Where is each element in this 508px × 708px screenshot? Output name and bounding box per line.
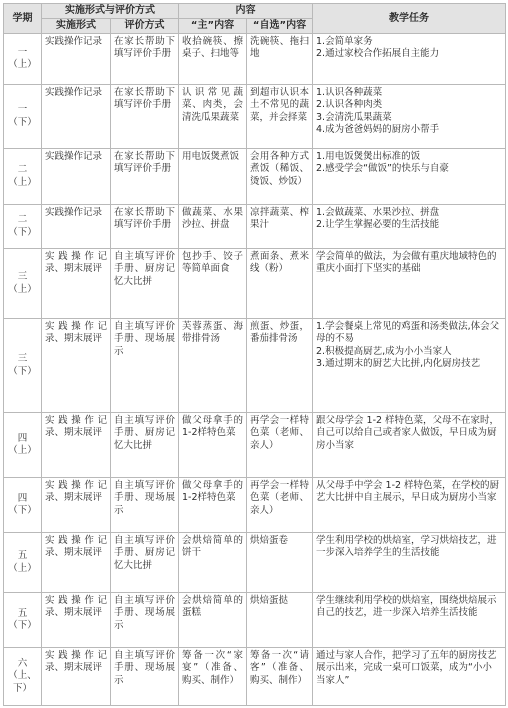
optional-content-cell: 筹备一次“请客”（准备、购买、制作）	[247, 648, 313, 706]
task-line: 1.用电饭煲煲出标准的饭	[316, 151, 421, 162]
task-line: 2.通过家校合作拓展自主能力	[316, 48, 440, 60]
term-cell	[4, 533, 42, 593]
impl-cell: 实践操作记录	[42, 34, 111, 85]
optional-content-cell: 再学会一样特色菜（老师、亲人）	[247, 413, 313, 478]
task-line: 2.让学生掌握必要的生活技能	[316, 219, 440, 231]
eval-cell: 自主填写评价手册、现场展示	[111, 648, 179, 706]
term-grade: 一	[17, 46, 28, 58]
impl-cell: 实践操作记录、期末展评	[42, 533, 111, 593]
task-cell	[313, 319, 506, 413]
eval-header: 评价方式	[111, 19, 179, 34]
term-half: （上）	[8, 562, 37, 574]
task-line: 1.认识各种蔬菜	[316, 87, 383, 98]
eval-cell: 在家长帮助下填写评价手册	[111, 34, 179, 85]
term-cell	[4, 149, 42, 205]
table-row	[4, 593, 506, 648]
task-cell	[313, 478, 506, 533]
eval-cell: 在家长帮助下填写评价手册	[111, 85, 179, 149]
eval-cell: 自主填写评价手册、厨房记忆大比拼	[111, 533, 179, 593]
eval-cell: 在家长帮助下填写评价手册	[111, 149, 179, 205]
optional-content-cell: 到超市认识本土不常见的蔬菜，并会择菜	[247, 85, 313, 149]
task-cell	[313, 413, 506, 478]
table-body	[4, 34, 506, 706]
term-grade: 五	[17, 550, 28, 562]
impl-cell: 实践操作记录、期末展评	[42, 593, 111, 648]
task-line: 4.成为爸爸妈妈的厨房小帮手	[316, 124, 440, 136]
optional-content-cell: 烘焙蛋挞	[247, 593, 313, 648]
table-row	[4, 413, 506, 478]
eval-cell: 自主填写评价手册、现场展示	[111, 593, 179, 648]
term-grade: 二	[17, 164, 28, 176]
main-content-cell: 芙蓉蒸蛋、海带排骨汤	[179, 319, 247, 413]
task-line: 学会简单的做法，为会做有重庆地域特色的重庆小面打下坚实的基础	[316, 251, 497, 275]
task-line: 1.会做蔬菜、水果沙拉、拼盘	[316, 207, 440, 218]
impl-cell: 实践操作记录	[42, 85, 111, 149]
table-row	[4, 149, 506, 205]
term-grade: 一	[17, 104, 28, 116]
main-content-cell: 做父母拿手的1-2样特色菜	[179, 413, 247, 478]
task-line: 2.认识各种肉类	[316, 99, 383, 111]
main-content-cell: 做父母拿手的1-2样特色菜	[179, 478, 247, 533]
header-row-top	[4, 4, 506, 19]
term-grade: 二	[17, 214, 28, 226]
table-header	[4, 4, 506, 34]
impl-cell: 实践操作记录	[42, 205, 111, 249]
task-line: 通过与家人合作，把学习了五年的厨房技艺展示出来，完成一桌可口饭菜，成为“小小当家人”	[316, 650, 497, 686]
term-half: （上）	[8, 176, 37, 188]
main-content-cell: 收拾碗筷、擦桌子、扫地等	[179, 34, 247, 85]
term-grade: 四	[17, 492, 28, 504]
optional-content-cell: 煮面条、煮米线（粉）	[247, 249, 313, 319]
term-cell	[4, 593, 42, 648]
eval-cell: 自主填写评价手册、厨房记忆大比拼	[111, 249, 179, 319]
term-cell	[4, 648, 42, 706]
task-line: 3.会清洗瓜果蔬菜	[316, 111, 392, 123]
term-grade: 三	[17, 271, 28, 283]
term-half: （下）	[8, 116, 37, 128]
task-cell	[313, 205, 506, 249]
table-row	[4, 319, 506, 413]
task-line: 学生利用学校的烘焙室，学习烘焙技艺，进一步深入培养学生的生活技能	[316, 535, 497, 559]
term-grade: 三	[17, 353, 28, 365]
term-cell	[4, 478, 42, 533]
eval-cell: 在家长帮助下填写评价手册	[111, 205, 179, 249]
optional-content-cell: 烘焙蛋卷	[247, 533, 313, 593]
term-grade: 五	[17, 607, 28, 619]
optional-content-cell: 凉拌蔬菜、榨果汁	[247, 205, 313, 249]
term-half: （下）	[8, 226, 37, 238]
impl-cell: 实践操作记录、期末展评	[42, 478, 111, 533]
optional-content-header: “自选”内容	[247, 19, 313, 34]
table-row	[4, 249, 506, 319]
table-row	[4, 478, 506, 533]
impl-cell: 实践操作记录、期末展评	[42, 413, 111, 478]
task-line: 跟父母学会 1-2 样特色菜，父母不在家时，自己可以给自己或者家人做饭，早日成为厨房小当家	[316, 415, 500, 451]
impl-cell: 实践操作记录、期末展评	[42, 648, 111, 706]
term-grade: 四	[17, 432, 28, 444]
table-row	[4, 533, 506, 593]
main-content-cell: 筹备一次“家宴”（准备、购买、制作）	[179, 648, 247, 706]
table-row	[4, 85, 506, 149]
term-cell	[4, 249, 42, 319]
task-line: 1.会简单家务	[316, 36, 373, 47]
task-header: 教学任务	[313, 4, 506, 34]
term-cell	[4, 319, 42, 413]
content-group-header: 内容	[179, 4, 313, 19]
task-cell	[313, 149, 506, 205]
term-cell	[4, 205, 42, 249]
term-half: （上、下）	[8, 670, 37, 694]
task-cell	[313, 533, 506, 593]
main-content-cell: 会烘焙简单的蛋糕	[179, 593, 247, 648]
optional-content-cell: 再学会一样特色菜（老师、亲人）	[247, 478, 313, 533]
term-half: （上）	[8, 445, 37, 456]
optional-content-cell: 煎蛋、炒蛋，番茄排骨汤	[247, 319, 313, 413]
term-half: （下）	[8, 620, 37, 631]
task-cell	[313, 85, 506, 149]
main-content-cell: 认识常见蔬菜、肉类，会清洗瓜果蔬菜	[179, 85, 247, 149]
table-row	[4, 648, 506, 706]
form-group-header: 实施形式与评价方式	[42, 4, 179, 19]
task-cell	[313, 34, 506, 85]
task-line: 3.通过期末的厨艺大比拼,内化厨房技艺	[316, 358, 481, 370]
impl-header: 实施形式	[42, 19, 111, 34]
term-header: 学期	[4, 4, 42, 34]
impl-cell: 实践操作记录、期末展评	[42, 249, 111, 319]
term-half: （下）	[8, 505, 37, 516]
optional-content-cell: 洗碗筷、拖扫地	[247, 34, 313, 85]
term-cell	[4, 85, 42, 149]
task-line: 从父母手中学会 1-2 样特色菜，在学校的厨艺大比拼中自主展示，早日成为厨房小当家	[316, 480, 500, 504]
eval-cell: 自主填写评价手册、现场展示	[111, 319, 179, 413]
main-content-cell: 会烘焙简单的饼干	[179, 533, 247, 593]
task-cell	[313, 648, 506, 706]
term-half: （上）	[8, 283, 37, 295]
table-row	[4, 34, 506, 85]
eval-cell: 自主填写评价手册、现场展示	[111, 478, 179, 533]
table-row	[4, 205, 506, 249]
task-line: 学生继续利用学校的烘焙室，围绕烘焙展示自己的技艺，进一步深入培养生活技能	[316, 595, 497, 619]
term-cell	[4, 413, 42, 478]
main-content-header: “主”内容	[179, 19, 247, 34]
optional-content-cell: 会用各种方式煮饭（稀饭、烫饭、炒饭）	[247, 149, 313, 205]
curriculum-table	[3, 3, 506, 706]
task-line: 2.感受学会“做饭”的快乐与自豪	[316, 163, 449, 175]
main-content-cell: 包抄手、饺子等简单面食	[179, 249, 247, 319]
term-half: （上）	[8, 59, 37, 70]
term-half: （下）	[8, 365, 37, 377]
eval-cell: 自主填写评价手册、厨房记忆大比拼	[111, 413, 179, 478]
main-content-cell: 用电饭煲煮饭	[179, 149, 247, 205]
task-cell	[313, 593, 506, 648]
task-line: 1.学会餐桌上常见的鸡蛋和汤类做法,体会父母的不易	[316, 321, 500, 345]
task-cell	[313, 249, 506, 319]
task-line: 2.积极提高厨艺,成为小小当家人	[316, 345, 452, 357]
main-content-cell: 做蔬菜、水果沙拉、拼盘	[179, 205, 247, 249]
impl-cell: 实践操作记录	[42, 149, 111, 205]
term-cell	[4, 34, 42, 85]
term-grade: 六	[17, 657, 28, 669]
impl-cell: 实践操作记录、期末展评	[42, 319, 111, 413]
